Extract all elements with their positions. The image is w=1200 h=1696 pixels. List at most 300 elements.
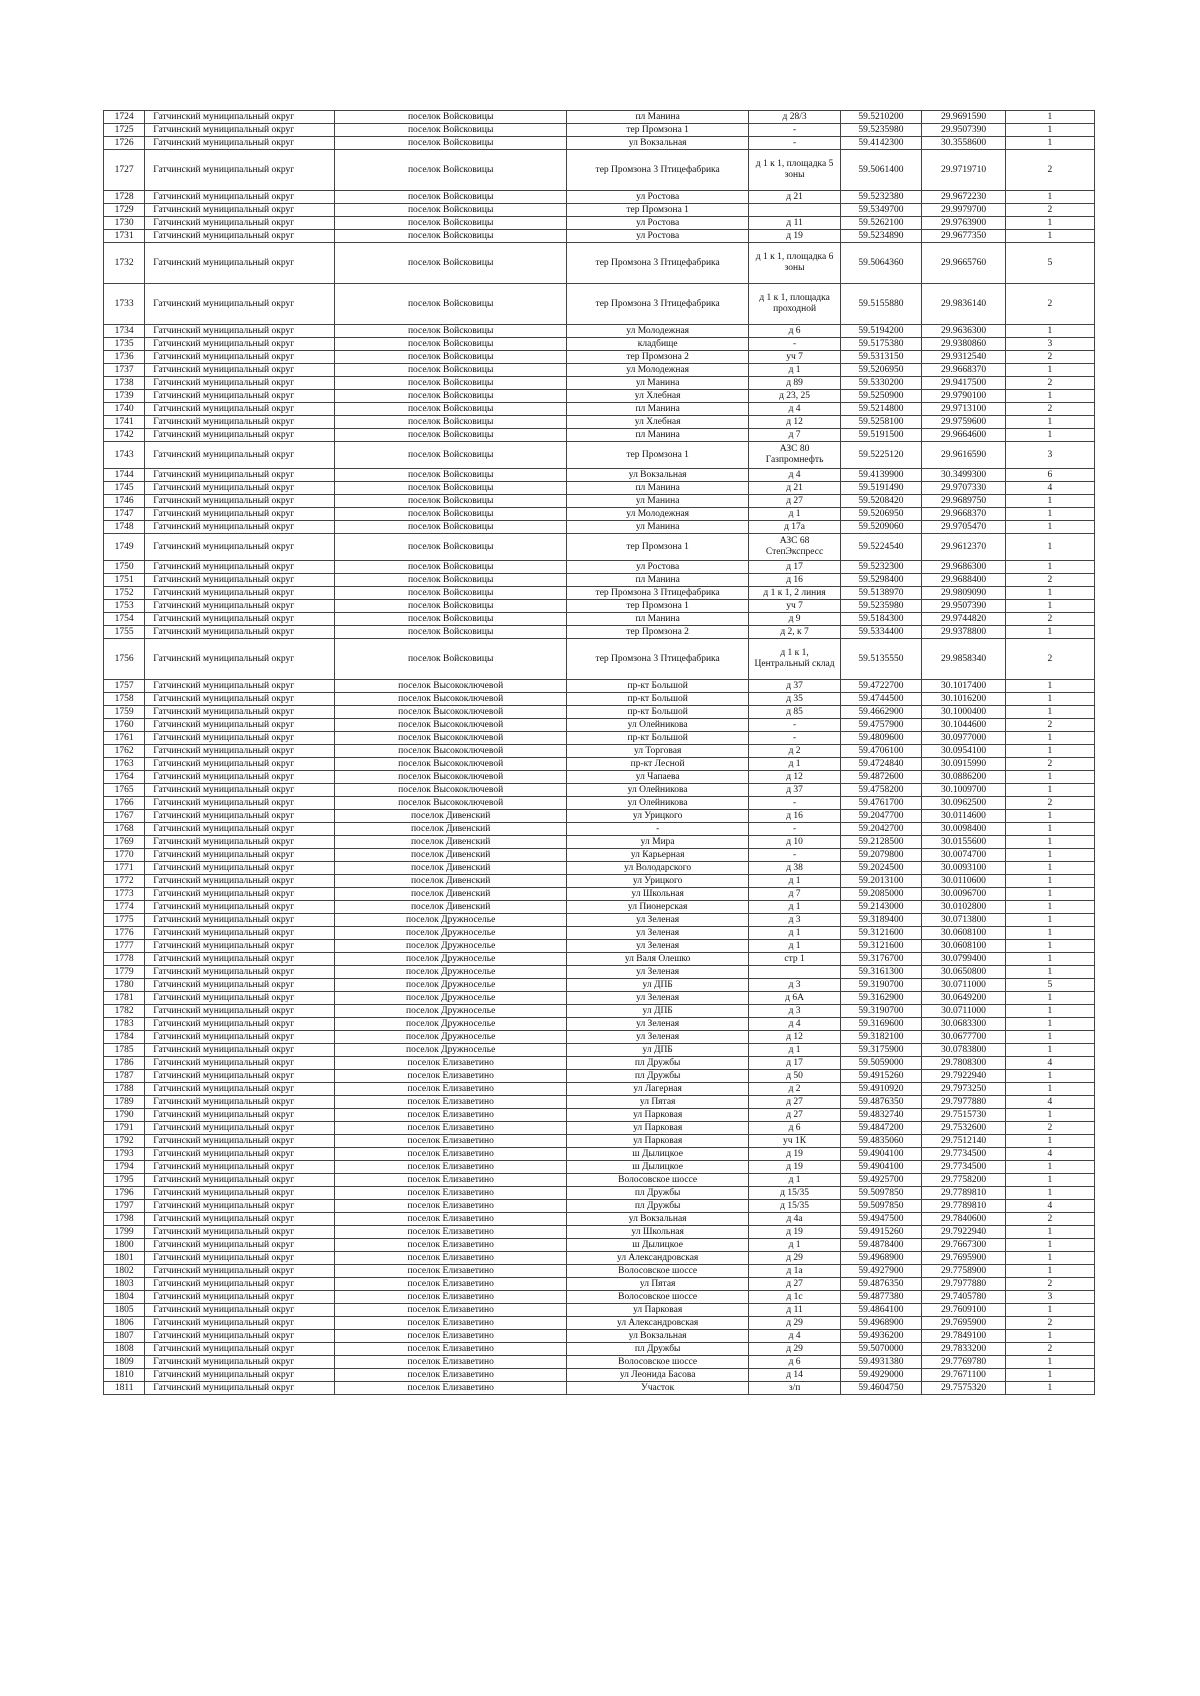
street-cell: ул Зеленая [566,1031,749,1044]
street-cell: ул Зеленая [566,1018,749,1031]
settlement-cell: поселок Войсковицы [335,150,566,191]
latitude-cell: 59.4947500 [840,1213,921,1226]
longitude-cell: 29.7922940 [922,1070,1006,1083]
settlement-cell: поселок Дивенский [335,836,566,849]
street-cell: Участок [566,1382,749,1395]
longitude-cell: 30.0102800 [922,901,1006,914]
house-cell: д 11 [749,217,840,230]
settlement-cell: поселок Елизаветино [335,1226,566,1239]
settlement-cell: поселок Войсковицы [335,574,566,587]
house-cell: д 1а [749,1265,840,1278]
longitude-cell: 29.9707330 [922,482,1006,495]
district-cell: Гатчинский муниципальный округ [145,150,335,191]
district-cell: Гатчинский муниципальный округ [145,1031,335,1044]
table-row [104,534,1095,561]
table-row [104,1226,1095,1239]
settlement-cell: поселок Высокоключевой [335,732,566,745]
latitude-cell: 59.4872600 [840,771,921,784]
district-cell: Гатчинский муниципальный округ [145,823,335,836]
longitude-cell: 30.1017400 [922,680,1006,693]
district-cell: Гатчинский муниципальный округ [145,1135,335,1148]
row-number: 1728 [104,191,145,204]
street-cell: ул Ростова [566,191,749,204]
latitude-cell: 59.3182100 [840,1031,921,1044]
district-cell: Гатчинский муниципальный округ [145,1356,335,1369]
district-cell: Гатчинский муниципальный округ [145,1187,335,1200]
latitude-cell: 59.5097850 [840,1187,921,1200]
longitude-cell: 30.0962500 [922,797,1006,810]
longitude-cell: 29.7977880 [922,1278,1006,1291]
street-cell: ул Олейникова [566,719,749,732]
house-cell: д 17 [749,1057,840,1070]
street-cell: пр-кт Большой [566,706,749,719]
row-number: 1801 [104,1252,145,1265]
count-cell: 1 [1005,836,1094,849]
district-cell: Гатчинский муниципальный округ [145,1226,335,1239]
street-cell: ул Ростова [566,230,749,243]
count-cell: 2 [1005,797,1094,810]
table-row [104,1187,1095,1200]
row-number: 1799 [104,1226,145,1239]
district-cell: Гатчинский муниципальный округ [145,1044,335,1057]
house-cell: д 7 [749,429,840,442]
count-cell: 2 [1005,1343,1094,1356]
house-cell: д 1 к 1, Центральный склад [749,639,840,680]
table-row [104,1148,1095,1161]
house-cell: д 1 к 1, площадка 5 зоны [749,150,840,191]
table-row [104,771,1095,784]
street-cell: ул Хлебная [566,390,749,403]
district-cell: Гатчинский муниципальный округ [145,1200,335,1213]
latitude-cell: 59.3176700 [840,953,921,966]
street-cell: пл Дружбы [566,1343,749,1356]
street-cell: ул Молодежная [566,325,749,338]
row-number: 1792 [104,1135,145,1148]
settlement-cell: поселок Войсковицы [335,284,566,325]
house-cell: д 37 [749,784,840,797]
table-row [104,416,1095,429]
table-row [104,784,1095,797]
count-cell: 2 [1005,639,1094,680]
row-number: 1774 [104,901,145,914]
row-number: 1750 [104,561,145,574]
table-row [104,521,1095,534]
table-row [104,338,1095,351]
row-number: 1794 [104,1161,145,1174]
street-cell: тер Промзона 1 [566,534,749,561]
settlement-cell: поселок Войсковицы [335,429,566,442]
settlement-cell: поселок Войсковицы [335,217,566,230]
table-row [104,377,1095,390]
house-cell: д 1с [749,1291,840,1304]
latitude-cell: 59.4139900 [840,469,921,482]
district-cell: Гатчинский муниципальный округ [145,797,335,810]
row-number: 1785 [104,1044,145,1057]
latitude-cell: 59.5224540 [840,534,921,561]
latitude-cell: 59.2024500 [840,862,921,875]
table-row [104,1031,1095,1044]
table-row [104,217,1095,230]
settlement-cell: поселок Высокоключевой [335,758,566,771]
count-cell: 1 [1005,1044,1094,1057]
table-row [104,797,1095,810]
latitude-cell: 59.4744500 [840,693,921,706]
settlement-cell: поселок Елизаветино [335,1187,566,1200]
row-number: 1745 [104,482,145,495]
count-cell: 1 [1005,862,1094,875]
house-cell: д 19 [749,230,840,243]
latitude-cell: 59.5097850 [840,1200,921,1213]
count-cell: 1 [1005,1083,1094,1096]
district-cell: Гатчинский муниципальный округ [145,1278,335,1291]
settlement-cell: поселок Войсковицы [335,416,566,429]
settlement-cell: поселок Войсковицы [335,469,566,482]
house-cell: АЗС 68 СтепЭкспресс [749,534,840,561]
row-number: 1800 [104,1239,145,1252]
house-cell: д 4 [749,1330,840,1343]
house-cell: д 1 [749,1174,840,1187]
count-cell: 2 [1005,204,1094,217]
house-cell: д 6 [749,1356,840,1369]
longitude-cell: 30.1044600 [922,719,1006,732]
table-row [104,1382,1095,1395]
district-cell: Гатчинский муниципальный округ [145,124,335,137]
count-cell: 1 [1005,771,1094,784]
district-cell: Гатчинский муниципальный округ [145,771,335,784]
settlement-cell: поселок Войсковицы [335,204,566,217]
street-cell: тер Промзона 2 [566,351,749,364]
count-cell: 1 [1005,111,1094,124]
count-cell: 2 [1005,1278,1094,1291]
house-cell: д 16 [749,810,840,823]
longitude-cell: 29.9790100 [922,390,1006,403]
table-row [104,758,1095,771]
count-cell: 2 [1005,150,1094,191]
count-cell: 4 [1005,1148,1094,1161]
district-cell: Гатчинский муниципальный округ [145,953,335,966]
row-number: 1807 [104,1330,145,1343]
latitude-cell: 59.4904100 [840,1148,921,1161]
count-cell: 1 [1005,416,1094,429]
table-row [104,1057,1095,1070]
longitude-cell: 30.1000400 [922,706,1006,719]
district-cell: Гатчинский муниципальный округ [145,901,335,914]
longitude-cell: 29.9664600 [922,429,1006,442]
house-cell: д 7 [749,888,840,901]
street-cell: ул Вокзальная [566,469,749,482]
table-row [104,1317,1095,1330]
longitude-cell: 29.7769780 [922,1356,1006,1369]
latitude-cell: 59.2079800 [840,849,921,862]
district-cell: Гатчинский муниципальный округ [145,849,335,862]
settlement-cell: поселок Войсковицы [335,338,566,351]
count-cell: 1 [1005,1252,1094,1265]
street-cell: пл Дружбы [566,1200,749,1213]
row-number: 1806 [104,1317,145,1330]
longitude-cell: 29.9612370 [922,534,1006,561]
district-cell: Гатчинский муниципальный округ [145,137,335,150]
row-number: 1784 [104,1031,145,1044]
house-cell: д 1 [749,927,840,940]
settlement-cell: поселок Войсковицы [335,561,566,574]
row-number: 1744 [104,469,145,482]
table-row [104,150,1095,191]
table-row [104,849,1095,862]
house-cell: д 14 [749,1369,840,1382]
settlement-cell: поселок Высокоключевой [335,706,566,719]
house-cell: д 27 [749,1278,840,1291]
street-cell: Волосовское шоссе [566,1291,749,1304]
row-number: 1747 [104,508,145,521]
table-row [104,875,1095,888]
table-row [104,137,1095,150]
settlement-cell: поселок Дружноселье [335,966,566,979]
district-cell: Гатчинский муниципальный округ [145,600,335,613]
longitude-cell: 29.7695900 [922,1252,1006,1265]
count-cell: 2 [1005,1213,1094,1226]
longitude-cell: 30.0096700 [922,888,1006,901]
street-cell: ул Александровская [566,1252,749,1265]
count-cell: 4 [1005,1200,1094,1213]
latitude-cell: 59.5208420 [840,495,921,508]
table-row [104,325,1095,338]
count-cell: 1 [1005,1239,1094,1252]
row-number: 1786 [104,1057,145,1070]
count-cell: 4 [1005,1057,1094,1070]
latitude-cell: 59.5232380 [840,191,921,204]
latitude-cell: 59.4758200 [840,784,921,797]
street-cell: тер Промзона 3 Птицефабрика [566,587,749,600]
settlement-cell: поселок Войсковицы [335,508,566,521]
count-cell: 2 [1005,377,1094,390]
settlement-cell: поселок Войсковицы [335,587,566,600]
table-row [104,1122,1095,1135]
street-cell: ул Парковая [566,1122,749,1135]
settlement-cell: поселок Высокоключевой [335,771,566,784]
table-row [104,940,1095,953]
street-cell: ул Леонида Басова [566,1369,749,1382]
house-cell: д 3 [749,914,840,927]
table-row [104,574,1095,587]
row-number: 1762 [104,745,145,758]
row-number: 1775 [104,914,145,927]
street-cell: - [566,823,749,836]
street-cell: ул Парковая [566,1304,749,1317]
district-cell: Гатчинский муниципальный округ [145,1317,335,1330]
row-number: 1738 [104,377,145,390]
latitude-cell: 59.5235980 [840,600,921,613]
row-number: 1733 [104,284,145,325]
district-cell: Гатчинский муниципальный округ [145,442,335,469]
latitude-cell: 59.5061400 [840,150,921,191]
district-cell: Гатчинский муниципальный округ [145,1369,335,1382]
count-cell: 1 [1005,1005,1094,1018]
table-row [104,469,1095,482]
house-cell: - [749,338,840,351]
row-number: 1771 [104,862,145,875]
house-cell: д 1 к 1, 2 линия [749,587,840,600]
table-row [104,901,1095,914]
house-cell: д 16 [749,574,840,587]
longitude-cell: 29.9759600 [922,416,1006,429]
row-number: 1809 [104,1356,145,1369]
settlement-cell: поселок Войсковицы [335,626,566,639]
latitude-cell: 59.3169600 [840,1018,921,1031]
district-cell: Гатчинский муниципальный округ [145,377,335,390]
settlement-cell: поселок Дружноселье [335,927,566,940]
longitude-cell: 29.7977880 [922,1096,1006,1109]
street-cell: ул Зеленая [566,992,749,1005]
row-number: 1754 [104,613,145,626]
count-cell: 1 [1005,1330,1094,1343]
street-cell: ул Школьная [566,1226,749,1239]
street-cell: ул Зеленая [566,940,749,953]
longitude-cell: 30.0886200 [922,771,1006,784]
house-cell: д 6А [749,992,840,1005]
street-cell: ул Валя Олешко [566,953,749,966]
house-cell: д 35 [749,693,840,706]
latitude-cell: 59.4724840 [840,758,921,771]
street-cell: пл Манина [566,482,749,495]
table-row [104,1265,1095,1278]
count-cell: 1 [1005,810,1094,823]
house-cell: д 50 [749,1070,840,1083]
longitude-cell: 29.7758900 [922,1265,1006,1278]
count-cell: 1 [1005,953,1094,966]
settlement-cell: поселок Войсковицы [335,364,566,377]
street-cell: ул Олейникова [566,797,749,810]
street-cell: тер Промзона 3 Птицефабрика [566,150,749,191]
longitude-cell: 30.3558600 [922,137,1006,150]
house-cell: д 1 [749,1239,840,1252]
district-cell: Гатчинский муниципальный округ [145,992,335,1005]
settlement-cell: поселок Елизаветино [335,1291,566,1304]
count-cell: 1 [1005,1226,1094,1239]
street-cell: пл Манина [566,613,749,626]
settlement-cell: поселок Войсковицы [335,124,566,137]
count-cell: 1 [1005,680,1094,693]
count-cell: 2 [1005,284,1094,325]
district-cell: Гатчинский муниципальный округ [145,1005,335,1018]
district-cell: Гатчинский муниципальный округ [145,1109,335,1122]
latitude-cell: 59.5191500 [840,429,921,442]
house-cell: - [749,137,840,150]
latitude-cell: 59.5258100 [840,416,921,429]
district-cell: Гатчинский муниципальный округ [145,1096,335,1109]
row-number: 1753 [104,600,145,613]
district-cell: Гатчинский муниципальный округ [145,888,335,901]
table-row [104,810,1095,823]
longitude-cell: 29.9668370 [922,364,1006,377]
count-cell: 1 [1005,1031,1094,1044]
district-cell: Гатчинский муниципальный округ [145,1083,335,1096]
longitude-cell: 29.7734500 [922,1161,1006,1174]
longitude-cell: 29.7922940 [922,1226,1006,1239]
longitude-cell: 30.0649200 [922,992,1006,1005]
longitude-cell: 30.0783800 [922,1044,1006,1057]
house-cell: - [749,732,840,745]
street-cell: ул Карьерная [566,849,749,862]
house-cell: д 21 [749,482,840,495]
count-cell: 1 [1005,992,1094,1005]
latitude-cell: 59.2085000 [840,888,921,901]
longitude-cell: 30.0650800 [922,966,1006,979]
longitude-cell: 29.9312540 [922,351,1006,364]
row-number: 1769 [104,836,145,849]
district-cell: Гатчинский муниципальный округ [145,574,335,587]
street-cell: тер Промзона 3 Птицефабрика [566,243,749,284]
longitude-cell: 29.9380860 [922,338,1006,351]
row-number: 1725 [104,124,145,137]
settlement-cell: поселок Дивенский [335,810,566,823]
street-cell: ул Манина [566,521,749,534]
longitude-cell: 30.0608100 [922,927,1006,940]
latitude-cell: 59.3189400 [840,914,921,927]
latitude-cell: 59.4927900 [840,1265,921,1278]
count-cell: 1 [1005,521,1094,534]
latitude-cell: 59.2128500 [840,836,921,849]
district-cell: Гатчинский муниципальный округ [145,1265,335,1278]
longitude-cell: 29.9719710 [922,150,1006,191]
table-row [104,927,1095,940]
table-row [104,706,1095,719]
latitude-cell: 59.5225120 [840,442,921,469]
settlement-cell: поселок Высокоключевой [335,680,566,693]
district-cell: Гатчинский муниципальный округ [145,979,335,992]
longitude-cell: 29.9507390 [922,600,1006,613]
table-row [104,1070,1095,1083]
count-cell: 1 [1005,587,1094,600]
row-number: 1773 [104,888,145,901]
row-number: 1759 [104,706,145,719]
longitude-cell: 29.9507390 [922,124,1006,137]
district-cell: Гатчинский муниципальный округ [145,111,335,124]
count-cell: 1 [1005,495,1094,508]
district-cell: Гатчинский муниципальный округ [145,587,335,600]
latitude-cell: 59.3162900 [840,992,921,1005]
table-row [104,442,1095,469]
settlement-cell: поселок Елизаветино [335,1369,566,1382]
latitude-cell: 59.4968900 [840,1252,921,1265]
count-cell: 1 [1005,914,1094,927]
settlement-cell: поселок Дружноселье [335,992,566,1005]
longitude-cell: 30.0677700 [922,1031,1006,1044]
house-cell: стр 1 [749,953,840,966]
settlement-cell: поселок Дружноселье [335,953,566,966]
district-cell: Гатчинский муниципальный округ [145,613,335,626]
district-cell: Гатчинский муниципальный округ [145,745,335,758]
longitude-cell: 30.0977000 [922,732,1006,745]
longitude-cell: 29.9665760 [922,243,1006,284]
settlement-cell: поселок Высокоключевой [335,693,566,706]
street-cell: пл Манина [566,429,749,442]
count-cell: 1 [1005,901,1094,914]
street-cell: ул ДПБ [566,1044,749,1057]
table-row [104,888,1095,901]
row-number: 1755 [104,626,145,639]
latitude-cell: 59.4910920 [840,1083,921,1096]
table-row [104,1044,1095,1057]
house-cell: д 1 к 1, площадка 6 зоны [749,243,840,284]
street-cell: Волосовское шоссе [566,1265,749,1278]
house-cell: д 1 [749,508,840,521]
street-cell: тер Промзона 3 Птицефабрика [566,284,749,325]
street-cell: ш Дылицкое [566,1239,749,1252]
count-cell: 1 [1005,888,1094,901]
count-cell: 4 [1005,482,1094,495]
house-cell: д 4 [749,469,840,482]
street-cell: ул Олейникова [566,784,749,797]
